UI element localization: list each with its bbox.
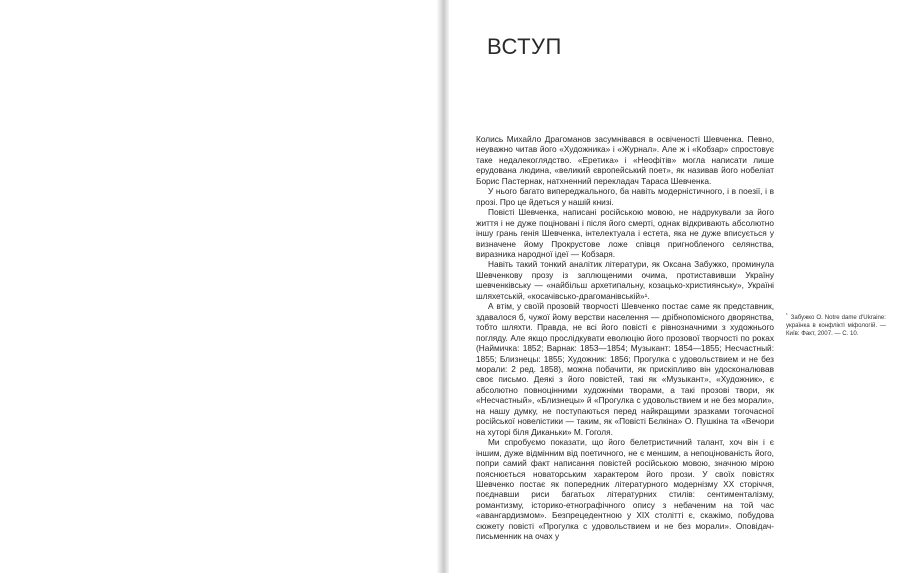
- book-gutter: [437, 0, 449, 573]
- paragraph: Ми спробуємо показати, що його белетристичний талант, хоч він і є іншим, дуже відмінним від поетичного, не є меншим, а непоцінованість його, попри самий факт написання повістей російською мовою, значною мірою пояснюється новаторським характером його прози. У своїх повістях Шевченко постає як попередник літературного модернізму XX сторіччя, поєднавши риси багатьох літературних стилів: сентименталізму, романтизму, історико-етнографічного опису з небаченим на той час «авангардизмом». Безпрецедентною у XIX столітті є, скажімо, побудова сюжету повісті «Прогулка с удовольствием и не без морали». Оповідач-письменник на очах у: [476, 437, 774, 542]
- footnote-marker: ¹: [786, 312, 788, 318]
- paragraph: А втім, у своїй прозовій творчості Шевченко постає саме як представник, здавалося б, чужої йому верстви населення — дрібнопомісного дворянства, тобто шляхти. Правда, не всі його повісті є рівнозначними з художнього погляду. Але якщо прослідкувати еволюцію його прозової творчості по роках (Наймичка: 1852; Варнак: 1853—1854; Музыкант: 1854—1855; Несчастный: 1855; Близнецы: 1855; Художник: 1856; Прогулка с удовольствием и не без морали: 2 ред. 1858), можна побачити, як прискіпливо він удосконалював своє письмо. Деякі з його повістей, такі як «Музыкант», «Художник», є абсолютно повноцінними художніми творами, а такі прозові твори, як «Несчастный», «Близнецы» й «Прогулка с удовольствием и не без морали», на нашу думку, не поступаються перед найкращими зразками тогочасної російської новелістики — таким, як «Повісті Бєлкіна» О. Пушкіна та «Вечори на хуторі біля Диканьки» М. Гоголя.: [476, 301, 774, 437]
- right-page: [449, 0, 900, 573]
- paragraph: У нього багато випереджального, ба навіть модерністичного, і в поезії, і в прозі. Про це йдеться у нашій книзі.: [476, 186, 774, 207]
- body-text: [476, 134, 774, 542]
- footnote: [786, 311, 886, 339]
- paragraph: Повісті Шевченка, написані російською мовою, не надрукували за його життя і не дуже поціновані і після його смерті, однак відкривають абсолютно іншу грань генія Шевченка, інтелектуала і естета, яка не дуже вписується у визначене йому Прокрустове ложе співця пригнобленого селянства, виразника народної ідеї — Кобзаря.: [476, 207, 774, 259]
- chapter-heading: ВСТУП: [487, 34, 562, 59]
- left-page-blank: [0, 0, 437, 573]
- paragraph: Навіть такий тонкий аналітик літератури, як Оксана Забужко, проминула Шевченкову прозу із заплющеними очима, протиставивши Україну шевченківську — «найбільш архетипальну, козацько-християнську», Україні шляхетській, «косачівсько-драгоманівській»¹.: [476, 259, 774, 301]
- paragraph: Колись Михайло Драгоманов засумнівався в освіченості Шевченка. Певно, неуважно читав його «Художника» і «Журнал». Але ж і «Кобзар» спростовує таке недалекоглядство. «Еретика» і «Неофітів» могла написати лише ерудована людина, «великий європейський поет», як називав його нобеліат Борис Пастернак, натхненний перекладач Тараса Шевченка.: [476, 134, 774, 186]
- footnote-text: Забужко О. Notre dame d'Ukraine: українка в конфлікті міфологій. — Київ: Факт, 2007. — С. 10.: [786, 314, 886, 338]
